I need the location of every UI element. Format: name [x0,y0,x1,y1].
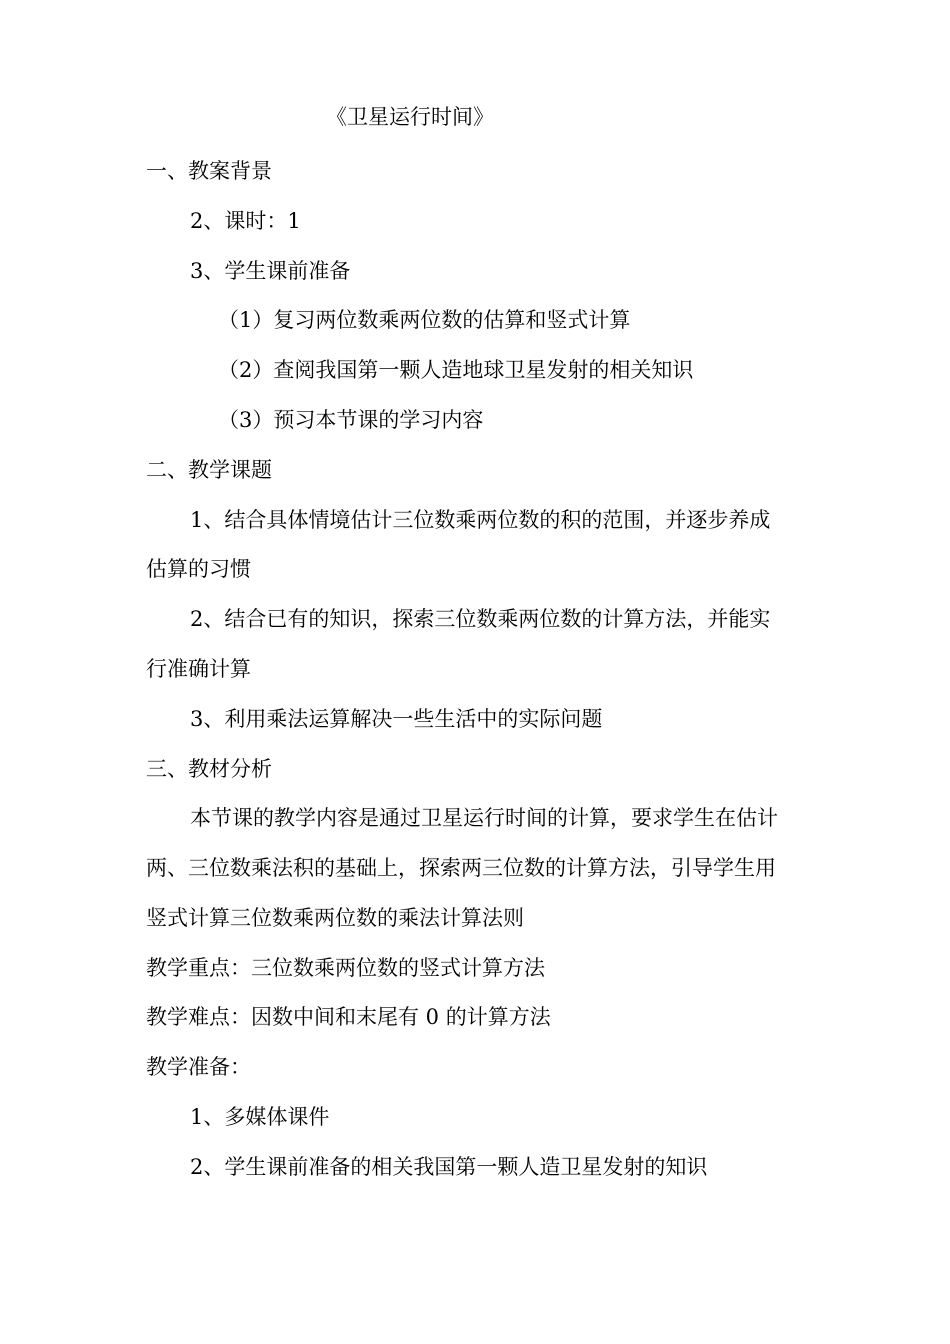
teaching-key-point: 教学重点：三位数乘两位数的竖式计算方法 [146,956,545,980]
topic-item-3: 3、利用乘法运算解决一些生活中的实际问题 [190,707,603,731]
analysis-paragraph-line-1: 本节课的教学内容是通过卫星运行时间的计算，要求学生在估计 [190,806,778,830]
analysis-paragraph-line-2: 两、三位数乘法积的基础上，探索两三位数的计算方法，引导学生用 [146,856,776,880]
topic-item-2-line-2: 行准确计算 [146,657,251,681]
preparation-item-1: 1、多媒体课件 [190,1105,330,1129]
analysis-paragraph-line-3: 竖式计算三位数乘两位数的乘法计算法则 [146,906,524,930]
section-heading-topic: 二、教学课题 [146,458,272,482]
topic-item-1-line-1: 1、结合具体情境估计三位数乘两位数的积的范围，并逐步养成 [190,508,771,532]
document-title: 《卫星运行时间》 [326,105,494,129]
preparation-subitem-3: （3）预习本节课的学习内容 [218,408,484,432]
student-preparation-item: 3、学生课前准备 [190,259,351,283]
section-heading-analysis: 三、教材分析 [146,757,272,781]
preparation-subitem-1: （1）复习两位数乘两位数的估算和竖式计算 [218,308,631,332]
class-hours-item: 2、课时：1 [190,209,301,233]
teaching-preparation-label: 教学准备： [146,1055,251,1079]
section-heading-background: 一、教案背景 [146,159,272,183]
teaching-difficulty: 教学难点：因数中间和末尾有 0 的计算方法 [146,1005,551,1029]
topic-item-1-line-2: 估算的习惯 [146,557,251,581]
preparation-item-2: 2、学生课前准备的相关我国第一颗人造卫星发射的知识 [190,1155,708,1179]
topic-item-2-line-1: 2、结合已有的知识，探索三位数乘两位数的计算方法，并能实 [190,607,771,631]
preparation-subitem-2: （2）查阅我国第一颗人造地球卫星发射的相关知识 [218,358,694,382]
